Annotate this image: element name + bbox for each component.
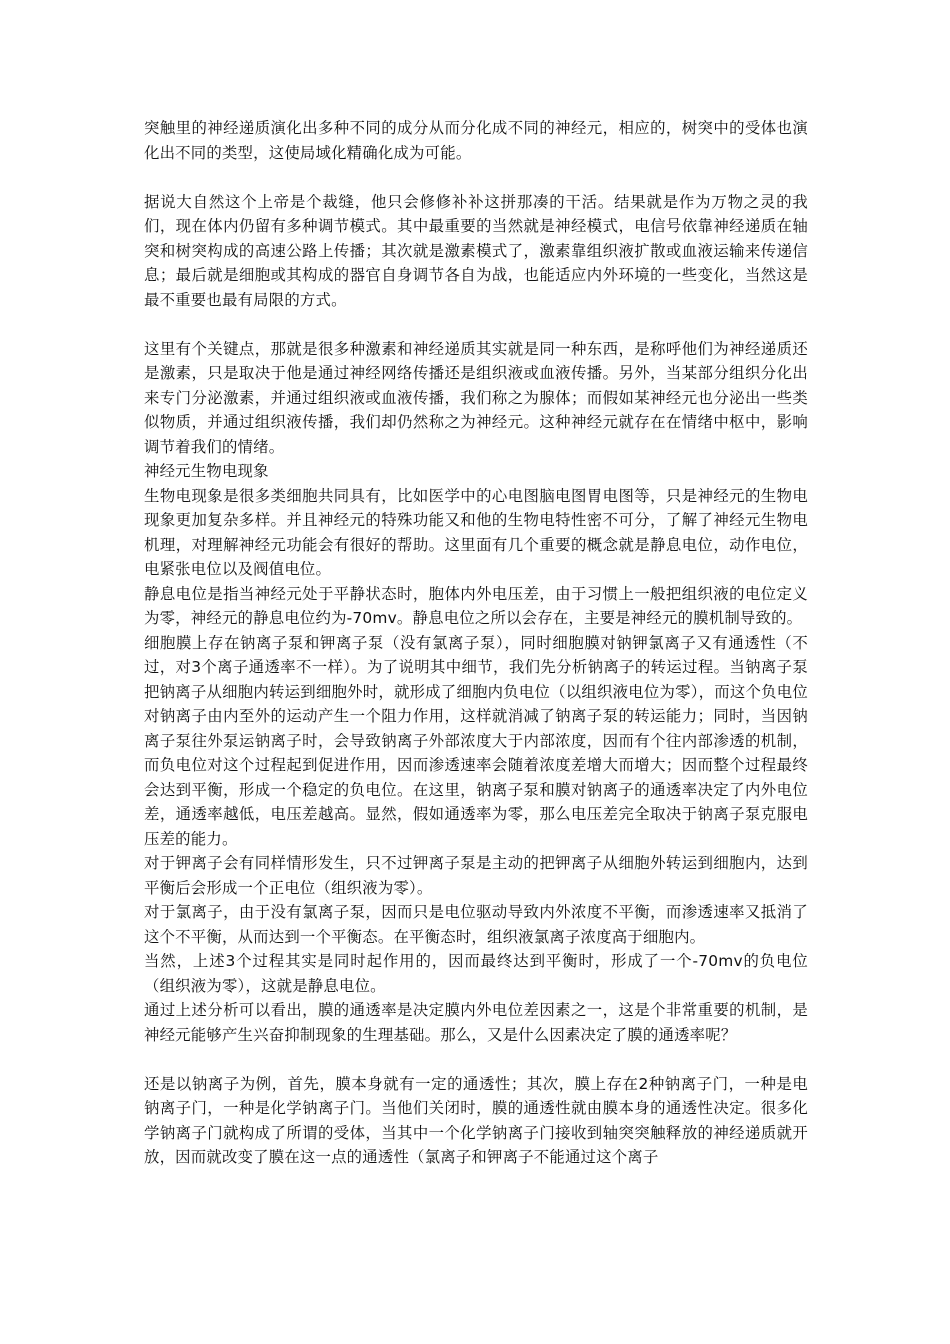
paragraph-sodium-gates: 还是以钠离子为例，首先，膜本身就有一定的通透性；其次，膜上存在2种钠离子门，一种是电钠离子门，一种是化学钠离子门。当他们关闭时，膜的通透性就由膜本身的通透性决定。很多化学钠离子门就构成了所谓的受体，当其中一个化学钠离子门接收到轴突突触释放的神经递质就开放，因而就改变了膜在这一点的通透性（氯离子和钾离子不能通过这个离子 xyxy=(144,1074,808,1166)
paragraph-hormone-vs-neurotransmitter: 这里有个关键点，那就是很多种激素和神经递质其实就是同一种东西，是称呼他们为神经递质还是激素，只是取决于他是通过神经网络传播还是组织液或血液传播。另外，当某部分组织分化出来专门分泌激素，并通过组织液或血液传播，我们称之为腺体；而假如某神经元也分泌出一些类似物质，并通过组织液传播，我们却仍然称之为神经元。这种神经元就存在在情绪中枢中，影响调节着我们的情绪。 xyxy=(144,339,808,456)
paragraph-resting-potential: 静息电位是指当神经元处于平静状态时，胞体内外电压差，由于习惯上一般把组织液的电位定义为零，神经元的静息电位约为-70mv。静息电位之所以会存在，主要是神经元的膜机制导致的。 xyxy=(144,584,808,627)
paragraph-neurotransmitter-diversity: 突触里的神经递质演化出多种不同的成分从而分化成不同的神经元，相应的，树突中的受体也演化出不同的类型，这使局域化精确化成为可能。 xyxy=(144,119,808,162)
paragraph-potassium: 对于钾离子会有同样情形发生，只不过钾离子泵是主动的把钾离子从细胞外转运到细胞内，达到平衡后会形成一个正电位（组织液为零）。 xyxy=(144,854,808,897)
paragraph-sodium-pump: 细胞膜上存在钠离子泵和钾离子泵（没有氯离子泵），同时细胞膜对钠钾氯离子又有通透性（不过，对3个离子通透率不一样）。为了说明其中细节，我们先分析钠离子的转运过程。当钠离子泵把钠离子从细胞内转运到细胞外时，就形成了细胞内负电位（以组织液电位为零），而这个负电位对钠离子由内至外的运动产生一个阻力作用，这样就消减了钠离子泵的转运能力；同时，当因钠离子泵往外泵运钠离子时，会导致钠离子外部浓度大于内部浓度，因而有个往内部渗透的机制，而负电位对这个过程起到促进作用，因而渗透速率会随着浓度差增大而增大；因而整个过程最终会达到平衡，形成一个稳定的负电位。在这里，钠离子泵和膜对钠离子的通透率决定了内外电位差，通透率越低，电压差越高。显然，假如通透率为零，那么电压差完全取决于钠离子泵克服电压差的能力。 xyxy=(144,633,808,848)
paragraph-regulation-modes: 据说大自然这个上帝是个裁缝，他只会修修补补这拼那凑的干活。结果就是作为万物之灵的我们，现在体内仍留有多种调节模式。其中最重要的当然就是神经模式，电信号依靠神经递质在轴突和树突构成的高速公路上传播；其次就是激素模式了，激素靠组织液扩散或血液运输来传递信息；最后就是细胞或其构成的器官自身调节各自为战，也能适应内外环境的一些变化，当然这是最不重要也最有局限的方式。 xyxy=(144,192,808,309)
paragraph-chloride: 对于氯离子，由于没有氯离子泵，因而只是电位驱动导致内外浓度不平衡，而渗透速率又抵消了这个不平衡，从而达到一个平衡态。在平衡态时，组织液氯离子浓度高于细胞内。 xyxy=(144,903,808,946)
paragraph-combined-equilibrium: 当然，上述3个过程其实是同时起作用的，因而最终达到平衡时，形成了一个-70mv的负电位（组织液为零），这就是静息电位。 xyxy=(144,952,808,995)
paragraph-bioelectric-intro: 生物电现象是很多类细胞共同具有，比如医学中的心电图脑电图胃电图等，只是神经元的生物电现象更加复杂多样。并且神经元的特殊功能又和他的生物电特性密不可分，了解了神经元生物电机理，对理解神经元功能会有很好的帮助。这里面有几个重要的概念就是静息电位，动作电位，电紧张电位以及阀值电位。 xyxy=(144,486,808,578)
paragraph-permeability-question: 通过上述分析可以看出，膜的通透率是决定膜内外电位差因素之一，这是个非常重要的机制，是神经元能够产生兴奋抑制现象的生理基础。那么，又是什么因素决定了膜的通透率呢？ xyxy=(144,1001,808,1044)
document-body xyxy=(144,116,808,1170)
section-heading-bioelectric: 神经元生物电现象 xyxy=(144,462,269,480)
